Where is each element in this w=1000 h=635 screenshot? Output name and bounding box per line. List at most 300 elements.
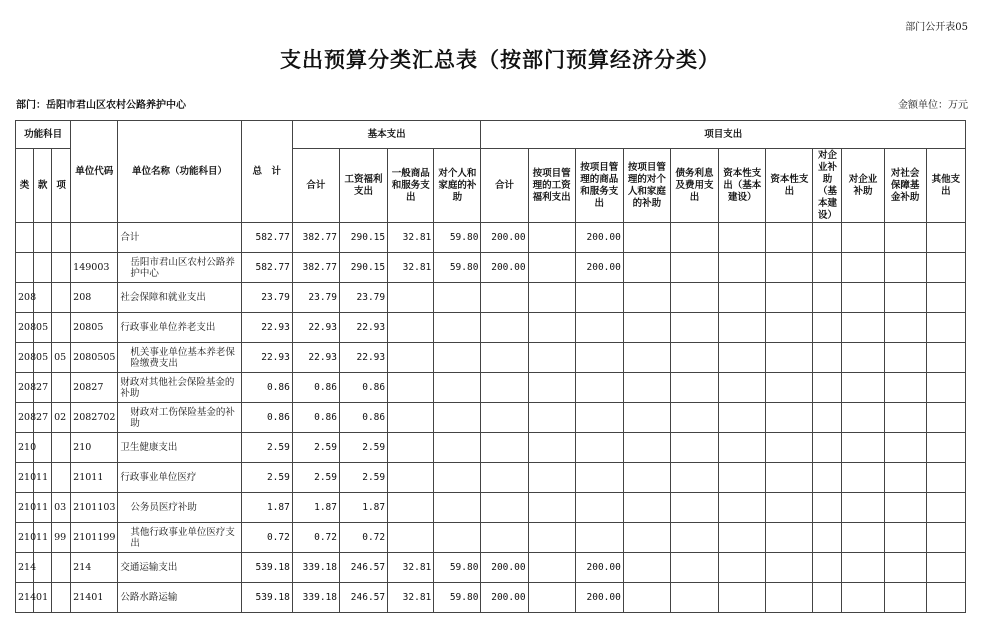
row-project-goods: 200.00 bbox=[575, 583, 623, 613]
table-row bbox=[16, 523, 966, 553]
row-total: 22.93 bbox=[241, 343, 292, 373]
row-empty-cell bbox=[623, 253, 670, 283]
row-empty-cell bbox=[670, 583, 718, 613]
row-name: 卫生健康支出 bbox=[118, 433, 241, 463]
row-empty-cell bbox=[766, 433, 813, 463]
row-name: 公务员医疗补助 bbox=[118, 493, 241, 523]
row-project-wage bbox=[528, 463, 575, 493]
row-xiang: 05 bbox=[52, 343, 71, 373]
row-project-total bbox=[481, 463, 528, 493]
row-basic-goods bbox=[388, 343, 434, 373]
row-empty-cell bbox=[623, 433, 670, 463]
row-project-wage bbox=[528, 343, 575, 373]
row-basic-total: 1.87 bbox=[292, 493, 339, 523]
row-lei bbox=[16, 253, 34, 283]
row-empty-cell bbox=[623, 493, 670, 523]
row-empty-cell bbox=[670, 463, 718, 493]
row-basic-goods bbox=[388, 493, 434, 523]
row-empty-cell bbox=[926, 313, 965, 343]
row-basic-goods bbox=[388, 373, 434, 403]
row-basic-wage: 22.93 bbox=[339, 343, 387, 373]
row-empty-cell bbox=[623, 463, 670, 493]
row-lei: 208 bbox=[16, 283, 34, 313]
table-row bbox=[16, 373, 966, 403]
department-label: 部门：岳阳市君山区农村公路养护中心 bbox=[16, 100, 186, 111]
row-basic-total: 23.79 bbox=[292, 283, 339, 313]
table-body bbox=[16, 223, 966, 613]
row-empty-cell bbox=[813, 403, 842, 433]
row-empty-cell bbox=[813, 493, 842, 523]
row-empty-cell bbox=[719, 253, 766, 283]
header-basic-goods: 一般商品和服务支出 bbox=[388, 149, 434, 223]
row-basic-total: 382.77 bbox=[292, 253, 339, 283]
row-total: 0.86 bbox=[241, 403, 292, 433]
row-empty-cell bbox=[813, 223, 842, 253]
row-project-total bbox=[481, 523, 528, 553]
row-basic-personal bbox=[434, 403, 481, 433]
row-empty-cell bbox=[842, 583, 884, 613]
row-empty-cell bbox=[842, 283, 884, 313]
row-empty-cell bbox=[623, 313, 670, 343]
row-unit-code: 21401 bbox=[71, 583, 118, 613]
row-name: 社会保障和就业支出 bbox=[118, 283, 241, 313]
header-project-capital: 资本性支出 bbox=[766, 149, 813, 223]
row-lei bbox=[16, 223, 34, 253]
row-project-total bbox=[481, 493, 528, 523]
row-total: 2.59 bbox=[241, 433, 292, 463]
row-empty-cell bbox=[766, 223, 813, 253]
row-project-goods bbox=[575, 403, 623, 433]
row-total: 582.77 bbox=[241, 223, 292, 253]
row-basic-wage: 22.93 bbox=[339, 313, 387, 343]
row-empty-cell bbox=[926, 343, 965, 373]
row-project-goods bbox=[575, 463, 623, 493]
row-kuan bbox=[34, 253, 52, 283]
row-total: 2.59 bbox=[241, 463, 292, 493]
row-project-wage bbox=[528, 283, 575, 313]
row-empty-cell bbox=[813, 523, 842, 553]
row-kuan: 05 bbox=[34, 343, 52, 373]
row-lei: 210 bbox=[16, 433, 34, 463]
row-empty-cell bbox=[842, 373, 884, 403]
row-empty-cell bbox=[926, 223, 965, 253]
row-empty-cell bbox=[884, 313, 926, 343]
row-empty-cell bbox=[926, 403, 965, 433]
row-basic-goods bbox=[388, 403, 434, 433]
row-name: 交通运输支出 bbox=[118, 553, 241, 583]
row-basic-goods: 32.81 bbox=[388, 553, 434, 583]
row-empty-cell bbox=[766, 343, 813, 373]
row-unit-code bbox=[71, 223, 118, 253]
row-basic-personal: 59.80 bbox=[434, 223, 481, 253]
row-project-wage bbox=[528, 223, 575, 253]
table-row bbox=[16, 553, 966, 583]
header-unit-name: 单位名称（功能科目） bbox=[118, 121, 241, 223]
table-row bbox=[16, 313, 966, 343]
row-empty-cell bbox=[766, 373, 813, 403]
row-empty-cell bbox=[766, 253, 813, 283]
row-basic-personal bbox=[434, 463, 481, 493]
row-xiang bbox=[52, 313, 71, 343]
row-unit-code: 2101199 bbox=[71, 523, 118, 553]
row-empty-cell bbox=[623, 403, 670, 433]
row-basic-total: 0.86 bbox=[292, 373, 339, 403]
row-basic-personal bbox=[434, 523, 481, 553]
row-basic-total: 339.18 bbox=[292, 553, 339, 583]
page-title: 支出预算分类汇总表（按部门预算经济分类） bbox=[280, 47, 720, 72]
row-project-wage bbox=[528, 523, 575, 553]
row-basic-personal: 59.80 bbox=[434, 253, 481, 283]
row-kuan bbox=[34, 433, 52, 463]
row-total: 539.18 bbox=[241, 583, 292, 613]
row-basic-goods bbox=[388, 283, 434, 313]
row-basic-total: 339.18 bbox=[292, 583, 339, 613]
header-project-enterprise: 对企业补助 bbox=[842, 149, 884, 223]
row-project-total: 200.00 bbox=[481, 253, 528, 283]
row-empty-cell bbox=[884, 493, 926, 523]
row-kuan: 11 bbox=[34, 463, 52, 493]
row-empty-cell bbox=[623, 553, 670, 583]
row-empty-cell bbox=[926, 253, 965, 283]
row-empty-cell bbox=[766, 313, 813, 343]
row-empty-cell bbox=[766, 523, 813, 553]
row-empty-cell bbox=[719, 493, 766, 523]
row-empty-cell bbox=[670, 223, 718, 253]
row-unit-code: 208 bbox=[71, 283, 118, 313]
header-project-enterprise-construction: 对企业补助（基本建设） bbox=[813, 149, 842, 223]
header-xiang: 项 bbox=[52, 149, 71, 223]
row-empty-cell bbox=[926, 433, 965, 463]
table-row bbox=[16, 403, 966, 433]
row-basic-wage: 2.59 bbox=[339, 463, 387, 493]
row-empty-cell bbox=[813, 343, 842, 373]
row-empty-cell bbox=[719, 313, 766, 343]
row-lei: 210 bbox=[16, 493, 34, 523]
row-name: 行政事业单位医疗 bbox=[118, 463, 241, 493]
row-project-wage bbox=[528, 313, 575, 343]
header-project-debt: 债务利息及费用支出 bbox=[670, 149, 718, 223]
row-empty-cell bbox=[884, 253, 926, 283]
header-total: 总 计 bbox=[241, 121, 292, 223]
row-total: 539.18 bbox=[241, 553, 292, 583]
row-project-total: 200.00 bbox=[481, 583, 528, 613]
row-empty-cell bbox=[884, 433, 926, 463]
row-empty-cell bbox=[813, 433, 842, 463]
row-empty-cell bbox=[926, 553, 965, 583]
row-lei: 214 bbox=[16, 553, 34, 583]
header-lei: 类 bbox=[16, 149, 34, 223]
row-basic-total: 0.86 bbox=[292, 403, 339, 433]
row-empty-cell bbox=[719, 343, 766, 373]
row-empty-cell bbox=[719, 463, 766, 493]
header-project-wage: 按项目管理的工资福利支出 bbox=[528, 149, 575, 223]
row-empty-cell bbox=[884, 583, 926, 613]
row-basic-wage: 2.59 bbox=[339, 433, 387, 463]
row-project-goods bbox=[575, 343, 623, 373]
row-unit-code: 2080505 bbox=[71, 343, 118, 373]
row-empty-cell bbox=[670, 253, 718, 283]
row-basic-total: 2.59 bbox=[292, 433, 339, 463]
row-project-wage bbox=[528, 553, 575, 583]
row-empty-cell bbox=[623, 223, 670, 253]
row-total: 0.72 bbox=[241, 523, 292, 553]
row-empty-cell bbox=[623, 523, 670, 553]
row-basic-goods bbox=[388, 463, 434, 493]
row-empty-cell bbox=[884, 523, 926, 553]
row-kuan: 27 bbox=[34, 373, 52, 403]
header-project-goods: 按项目管理的商品和服务支出 bbox=[575, 149, 623, 223]
row-project-wage bbox=[528, 433, 575, 463]
table-row bbox=[16, 463, 966, 493]
row-project-total: 200.00 bbox=[481, 553, 528, 583]
row-basic-wage: 23.79 bbox=[339, 283, 387, 313]
row-xiang bbox=[52, 373, 71, 403]
row-project-wage bbox=[528, 583, 575, 613]
row-empty-cell bbox=[670, 313, 718, 343]
row-empty-cell bbox=[766, 583, 813, 613]
row-name: 机关事业单位基本养老保险缴费支出 bbox=[118, 343, 241, 373]
header-project-expenditure: 项目支出 bbox=[481, 121, 966, 149]
row-empty-cell bbox=[813, 253, 842, 283]
row-basic-total: 22.93 bbox=[292, 343, 339, 373]
row-unit-code: 214 bbox=[71, 553, 118, 583]
row-xiang bbox=[52, 253, 71, 283]
row-project-goods bbox=[575, 313, 623, 343]
row-kuan: 11 bbox=[34, 493, 52, 523]
header-func-subject: 功能科目 bbox=[16, 121, 71, 149]
row-empty-cell bbox=[719, 223, 766, 253]
row-kuan: 01 bbox=[34, 583, 52, 613]
row-empty-cell bbox=[813, 583, 842, 613]
row-unit-code: 210 bbox=[71, 433, 118, 463]
row-lei: 208 bbox=[16, 373, 34, 403]
row-lei: 210 bbox=[16, 463, 34, 493]
row-empty-cell bbox=[842, 223, 884, 253]
row-empty-cell bbox=[842, 463, 884, 493]
row-empty-cell bbox=[884, 463, 926, 493]
row-empty-cell bbox=[926, 583, 965, 613]
row-lei: 214 bbox=[16, 583, 34, 613]
row-basic-total: 0.72 bbox=[292, 523, 339, 553]
row-project-wage bbox=[528, 373, 575, 403]
row-empty-cell bbox=[623, 283, 670, 313]
header-kuan: 款 bbox=[34, 149, 52, 223]
row-kuan: 27 bbox=[34, 403, 52, 433]
row-project-goods bbox=[575, 283, 623, 313]
row-project-goods: 200.00 bbox=[575, 553, 623, 583]
row-kuan: 11 bbox=[34, 523, 52, 553]
row-basic-personal bbox=[434, 433, 481, 463]
row-basic-personal bbox=[434, 283, 481, 313]
row-empty-cell bbox=[670, 283, 718, 313]
row-basic-goods bbox=[388, 523, 434, 553]
header-basic-wage: 工资福利支出 bbox=[339, 149, 387, 223]
row-project-goods bbox=[575, 523, 623, 553]
table-row bbox=[16, 433, 966, 463]
row-total: 1.87 bbox=[241, 493, 292, 523]
row-unit-code: 2101103 bbox=[71, 493, 118, 523]
row-empty-cell bbox=[884, 553, 926, 583]
row-empty-cell bbox=[623, 373, 670, 403]
row-project-wage bbox=[528, 493, 575, 523]
header-basic-personal: 对个人和家庭的补助 bbox=[434, 149, 481, 223]
row-empty-cell bbox=[813, 373, 842, 403]
row-name: 财政对工伤保险基金的补助 bbox=[118, 403, 241, 433]
row-empty-cell bbox=[719, 523, 766, 553]
row-xiang bbox=[52, 223, 71, 253]
row-basic-wage: 0.86 bbox=[339, 373, 387, 403]
row-basic-personal bbox=[434, 343, 481, 373]
row-basic-personal: 59.80 bbox=[434, 553, 481, 583]
amount-unit-label: 金额单位：万元 bbox=[898, 100, 968, 111]
row-basic-personal bbox=[434, 493, 481, 523]
row-empty-cell bbox=[842, 553, 884, 583]
row-empty-cell bbox=[884, 373, 926, 403]
row-basic-personal: 59.80 bbox=[434, 583, 481, 613]
row-basic-total: 382.77 bbox=[292, 223, 339, 253]
row-empty-cell bbox=[813, 283, 842, 313]
row-kuan bbox=[34, 223, 52, 253]
row-empty-cell bbox=[766, 283, 813, 313]
row-empty-cell bbox=[842, 253, 884, 283]
table-row bbox=[16, 493, 966, 523]
row-project-total bbox=[481, 433, 528, 463]
row-project-total bbox=[481, 313, 528, 343]
row-empty-cell bbox=[842, 493, 884, 523]
header-project-social-security: 对社会保障基金补助 bbox=[884, 149, 926, 223]
row-empty-cell bbox=[842, 313, 884, 343]
row-basic-total: 22.93 bbox=[292, 313, 339, 343]
row-empty-cell bbox=[884, 403, 926, 433]
row-basic-goods: 32.81 bbox=[388, 223, 434, 253]
header-project-capital-construction: 资本性支出（基本建设） bbox=[719, 149, 766, 223]
header-basic-total: 合计 bbox=[292, 149, 339, 223]
row-basic-goods bbox=[388, 313, 434, 343]
row-xiang: 03 bbox=[52, 493, 71, 523]
row-name: 合计 bbox=[118, 223, 241, 253]
row-project-total: 200.00 bbox=[481, 223, 528, 253]
header-unit-code: 单位代码 bbox=[71, 121, 118, 223]
row-project-goods bbox=[575, 493, 623, 523]
row-xiang: 99 bbox=[52, 523, 71, 553]
row-empty-cell bbox=[926, 283, 965, 313]
row-empty-cell bbox=[623, 583, 670, 613]
row-project-total bbox=[481, 343, 528, 373]
row-empty-cell bbox=[884, 343, 926, 373]
row-project-wage bbox=[528, 253, 575, 283]
row-basic-wage: 246.57 bbox=[339, 583, 387, 613]
budget-table bbox=[15, 120, 966, 613]
header-project-other: 其他支出 bbox=[926, 149, 965, 223]
header-project-total: 合计 bbox=[481, 149, 528, 223]
row-empty-cell bbox=[813, 313, 842, 343]
row-empty-cell bbox=[670, 343, 718, 373]
row-basic-goods: 32.81 bbox=[388, 583, 434, 613]
row-empty-cell bbox=[926, 523, 965, 553]
row-empty-cell bbox=[842, 523, 884, 553]
row-basic-wage: 0.86 bbox=[339, 403, 387, 433]
row-project-total bbox=[481, 403, 528, 433]
row-empty-cell bbox=[670, 553, 718, 583]
row-empty-cell bbox=[719, 433, 766, 463]
row-unit-code: 21011 bbox=[71, 463, 118, 493]
table-row bbox=[16, 223, 966, 253]
row-basic-wage: 290.15 bbox=[339, 223, 387, 253]
row-name: 其他行政事业单位医疗支出 bbox=[118, 523, 241, 553]
row-basic-wage: 290.15 bbox=[339, 253, 387, 283]
row-project-total bbox=[481, 373, 528, 403]
row-empty-cell bbox=[719, 583, 766, 613]
row-empty-cell bbox=[813, 463, 842, 493]
row-kuan bbox=[34, 283, 52, 313]
row-name: 行政事业单位养老支出 bbox=[118, 313, 241, 343]
row-empty-cell bbox=[719, 403, 766, 433]
row-empty-cell bbox=[884, 283, 926, 313]
row-unit-code: 2082702 bbox=[71, 403, 118, 433]
row-lei: 208 bbox=[16, 313, 34, 343]
form-number: 部门公开表05 bbox=[905, 22, 968, 33]
table-row bbox=[16, 343, 966, 373]
row-empty-cell bbox=[670, 373, 718, 403]
row-empty-cell bbox=[884, 223, 926, 253]
row-kuan bbox=[34, 553, 52, 583]
row-total: 582.77 bbox=[241, 253, 292, 283]
row-empty-cell bbox=[670, 493, 718, 523]
header-project-personal: 按项目管理的对个人和家庭的补助 bbox=[623, 149, 670, 223]
row-xiang bbox=[52, 283, 71, 313]
row-empty-cell bbox=[842, 433, 884, 463]
row-unit-code: 20805 bbox=[71, 313, 118, 343]
row-basic-wage: 0.72 bbox=[339, 523, 387, 553]
row-project-goods: 200.00 bbox=[575, 223, 623, 253]
row-basic-wage: 1.87 bbox=[339, 493, 387, 523]
row-name: 公路水路运输 bbox=[118, 583, 241, 613]
table-row bbox=[16, 253, 966, 283]
row-unit-code: 20827 bbox=[71, 373, 118, 403]
row-empty-cell bbox=[842, 403, 884, 433]
row-unit-code: 149003 bbox=[71, 253, 118, 283]
row-lei: 210 bbox=[16, 523, 34, 553]
row-total: 23.79 bbox=[241, 283, 292, 313]
row-empty-cell bbox=[719, 373, 766, 403]
row-basic-goods bbox=[388, 433, 434, 463]
row-name: 财政对其他社会保险基金的补助 bbox=[118, 373, 241, 403]
header-basic-expenditure: 基本支出 bbox=[292, 121, 481, 149]
row-basic-wage: 246.57 bbox=[339, 553, 387, 583]
row-basic-goods: 32.81 bbox=[388, 253, 434, 283]
row-xiang bbox=[52, 553, 71, 583]
row-lei: 208 bbox=[16, 343, 34, 373]
row-basic-personal bbox=[434, 313, 481, 343]
row-empty-cell bbox=[842, 343, 884, 373]
row-project-goods bbox=[575, 373, 623, 403]
table-row bbox=[16, 283, 966, 313]
row-empty-cell bbox=[926, 493, 965, 523]
table-row bbox=[16, 583, 966, 613]
row-empty-cell bbox=[766, 493, 813, 523]
row-project-goods bbox=[575, 433, 623, 463]
row-empty-cell bbox=[766, 553, 813, 583]
row-empty-cell bbox=[623, 343, 670, 373]
row-empty-cell bbox=[813, 553, 842, 583]
row-empty-cell bbox=[670, 403, 718, 433]
row-project-wage bbox=[528, 403, 575, 433]
row-empty-cell bbox=[670, 523, 718, 553]
row-empty-cell bbox=[719, 553, 766, 583]
row-basic-personal bbox=[434, 373, 481, 403]
row-empty-cell bbox=[766, 403, 813, 433]
row-xiang bbox=[52, 463, 71, 493]
